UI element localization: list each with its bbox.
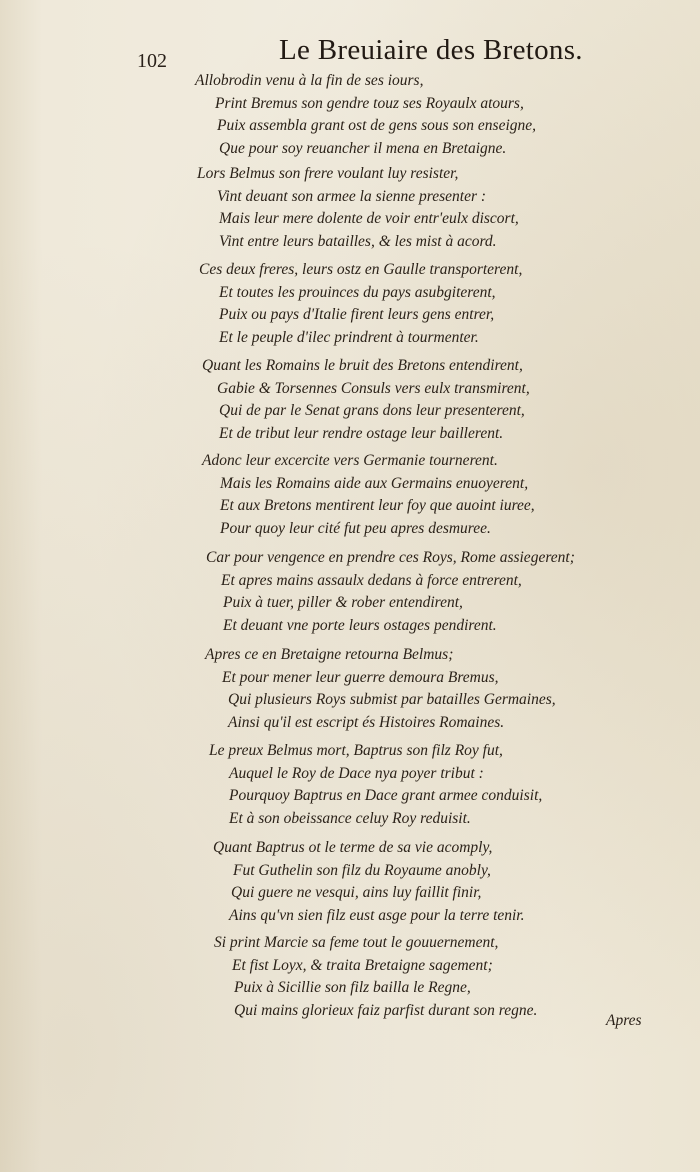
- verse-line: Vint deuant son armee la sienne presenter :: [217, 187, 487, 205]
- verse-line: Vint entre leurs batailles, & les mist à acord.: [219, 232, 497, 250]
- catchword: Apres: [606, 1012, 642, 1029]
- stanza-1: [195, 70, 536, 160]
- stanza-3: [199, 259, 522, 349]
- verse-line: Qui mains glorieux faiz parfist durant son regne.: [234, 1001, 538, 1019]
- verse-line: Lors Belmus son frere voulant luy resister,: [197, 165, 459, 182]
- verse-line: Mais les Romains aide aux Germains enuoyerent,: [220, 474, 529, 492]
- verse-line: Pour quoy leur cité fut peu apres desmuree.: [220, 519, 491, 537]
- verse-line: Que pour soy reuancher il mena en Bretaigne.: [219, 139, 507, 157]
- verse-line: Et le peuple d'ilec prindrent à tourmenter.: [219, 328, 479, 346]
- verse-line: Qui plusieurs Roys submist par batailles Germaines,: [228, 691, 556, 708]
- verse-line: Le preux Belmus mort, Baptrus son filz Roy fut,: [209, 742, 503, 759]
- stanza-10: [214, 932, 537, 1022]
- verse-line: Puix ou pays d'Italie firent leurs gens entrer,: [219, 306, 495, 323]
- verse-line: Puix à tuer, piller & rober entendirent,: [223, 594, 463, 611]
- verse-line: Pourquoy Baptrus en Dace grant armee conduisit,: [229, 787, 543, 804]
- verse-line: Quant Baptrus ot le terme de sa vie acomply,: [213, 839, 493, 856]
- running-title: Le Breuiaire des Bretons.: [279, 34, 583, 66]
- stanza-2: [197, 163, 519, 253]
- verse-line: Et à son obeissance celuy Roy reduisit.: [229, 809, 471, 827]
- verse-line: Print Bremus son gendre touz ses Royaulx atours,: [215, 94, 524, 112]
- stanza-5: [202, 450, 535, 540]
- verse-line: Et toutes les prouinces du pays asubgiterent,: [219, 283, 496, 301]
- verse-line: Et de tribut leur rendre ostage leur baillerent.: [219, 424, 504, 442]
- verse-line: Apres ce en Bretaigne retourna Belmus;: [205, 646, 454, 663]
- verse-line: Auquel le Roy de Dace nya poyer tribut :: [229, 764, 484, 782]
- verse-line: Puix assembla grant ost de gens sous son enseigne,: [217, 117, 537, 134]
- verse-line: Allobrodin venu à la fin de ses iours,: [195, 72, 424, 89]
- verse-line: Si print Marcie sa feme tout le gouuernement,: [214, 934, 499, 951]
- verse-line: Et apres mains assaulx dedans à force entrerent,: [221, 571, 522, 589]
- verse-line: Puix à Sicillie son filz bailla le Regne,: [234, 979, 471, 996]
- verse-line: Et deuant vne porte leurs ostages pendirent.: [223, 616, 497, 634]
- verse-line: Et aux Bretons mentirent leur foy que auoint iuree,: [220, 497, 535, 514]
- stanza-6: [206, 547, 575, 637]
- stanza-8: [209, 740, 542, 830]
- verse-line: Fut Guthelin son filz du Royaume anobly,: [233, 861, 491, 879]
- verse-line: Ces deux freres, leurs ostz en Gaulle transporterent,: [199, 261, 523, 278]
- verse-line: Qui guere ne vesqui, ains luy faillit finir,: [231, 884, 482, 901]
- stanza-4: [202, 355, 530, 445]
- verse-line: Adonc leur excercite vers Germanie tournerent.: [202, 452, 498, 469]
- verse-line: Mais leur mere dolente de voir entr'eulx discort,: [219, 210, 519, 227]
- verse-line: Et pour mener leur guerre demoura Bremus,: [222, 668, 499, 686]
- verse-line: Ains qu'vn sien filz eust asge pour la terre tenir.: [229, 906, 525, 924]
- verse-line: Car pour vengence en prendre ces Roys, Rome assiegerent;: [206, 549, 575, 566]
- stanza-7: [205, 644, 556, 734]
- verse-line: Quant les Romains le bruit des Bretons entendirent,: [202, 357, 523, 374]
- verse-line: Ainsi qu'il est escript és Histoires Romaines.: [228, 713, 505, 731]
- verse-line: Gabie & Torsennes Consuls vers eulx transmirent,: [217, 379, 530, 397]
- verse-line: Qui de par le Senat grans dons leur presenterent,: [219, 402, 525, 419]
- stanza-9: [213, 837, 525, 927]
- verse-line: Et fist Loyx, & traita Bretaigne sagement;: [232, 956, 493, 974]
- page-number: 102: [137, 50, 167, 72]
